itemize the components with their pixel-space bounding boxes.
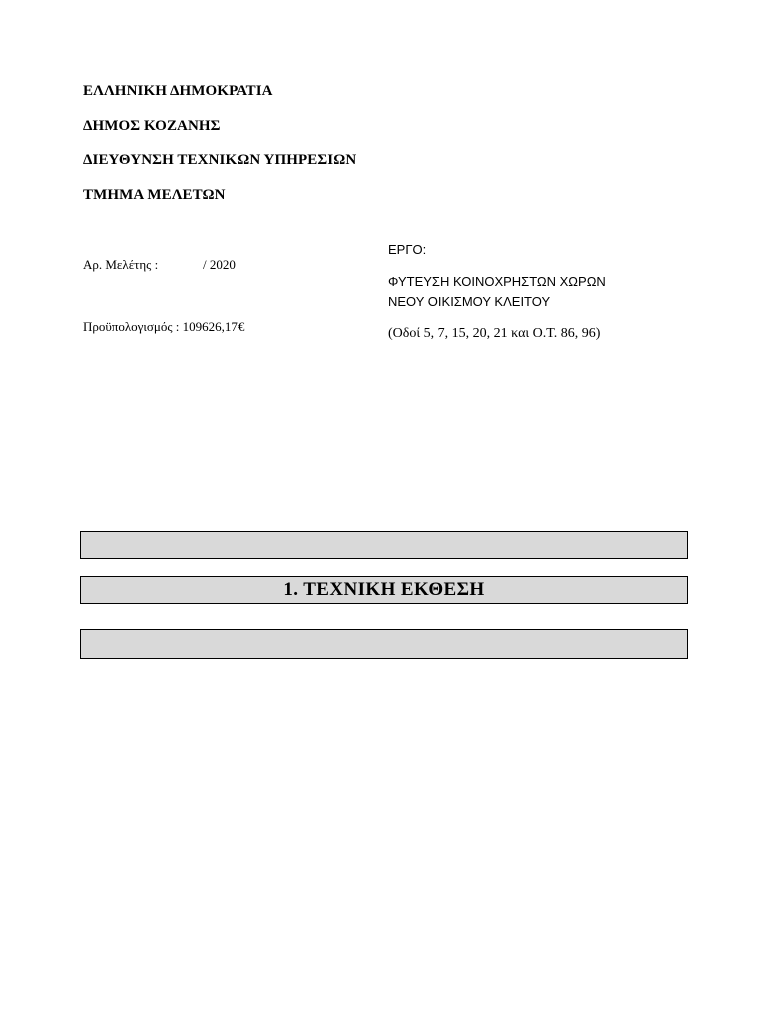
section-band-bottom bbox=[80, 629, 688, 659]
section-title: 1. ΤΕΧΝΙΚΗ ΕΚΘΕΣΗ bbox=[283, 579, 485, 600]
study-number-label: Αρ. Μελέτης : bbox=[83, 257, 159, 272]
section-title-band bbox=[80, 576, 688, 604]
project-label: ΕΡΓΟ: bbox=[388, 242, 427, 257]
study-number-row bbox=[83, 257, 236, 273]
study-number-value: / 2020 bbox=[203, 257, 236, 272]
section-band-top bbox=[80, 531, 688, 559]
project-subtitle: (Οδοί 5, 7, 15, 20, 21 και Ο.Τ. 86, 96) bbox=[388, 326, 601, 341]
header-country: ΕΛΛΗΝΙΚΗ ΔΗΜΟΚΡΑΤΙΑ bbox=[83, 83, 273, 99]
header-directorate: ΔΙΕΥΘΥΝΣΗ ΤΕΧΝΙΚΩΝ ΥΠΗΡΕΣΙΩΝ bbox=[83, 152, 357, 168]
budget-row bbox=[83, 319, 244, 335]
budget-value: 109626,17€ bbox=[182, 319, 245, 334]
header-department: ΤΜΗΜΑ ΜΕΛΕΤΩΝ bbox=[83, 187, 226, 203]
project-title-line2: ΝΕΟΥ ΟΙΚΙΣΜΟΥ ΚΛΕΙΤΟΥ bbox=[388, 294, 551, 309]
header-municipality: ΔΗΜΟΣ ΚΟΖΑΝΗΣ bbox=[83, 118, 221, 134]
budget-label: Προϋπολογισμός : bbox=[83, 319, 180, 334]
project-title-line1: ΦΥΤΕΥΣΗ ΚΟΙΝΟΧΡΗΣΤΩΝ ΧΩΡΩΝ bbox=[388, 274, 606, 289]
